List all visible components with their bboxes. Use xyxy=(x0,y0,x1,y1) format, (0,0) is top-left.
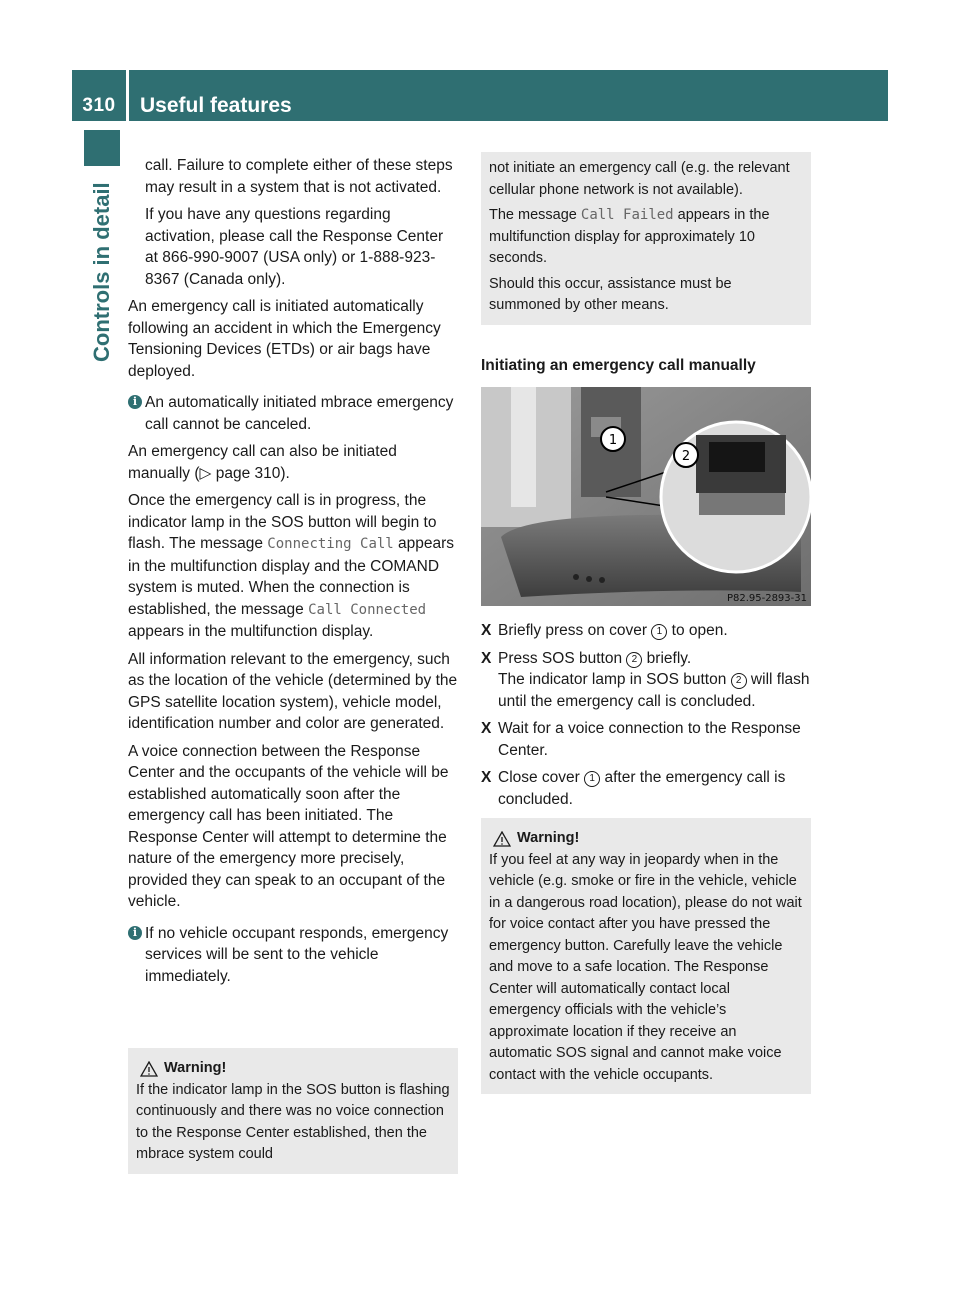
callout-1: 1 xyxy=(608,433,618,448)
warning-triangle-icon xyxy=(140,1061,158,1077)
warning-text: If the indicator lamp in the SOS button is flashing continuously and there was no voice connection to the Response Center established, then the mbrace system could xyxy=(136,1081,450,1162)
callout-ref: 2 xyxy=(731,673,747,689)
paragraph: All information relevant to the emergency, such as the location of the vehicle (determined by the GPS satellite location system), vehicle model, identification number and color are generated. xyxy=(128,650,458,732)
header-divider xyxy=(126,70,129,121)
info-note xyxy=(128,392,460,435)
warning-box xyxy=(481,818,811,1094)
info-note xyxy=(128,923,460,988)
warning-text: not initiate an emergency call (e.g. the relevant cellular phone network is not available). xyxy=(489,160,790,198)
vehicle-overhead-figure xyxy=(481,387,811,606)
display-message: Connecting Call xyxy=(267,536,394,552)
warning-text: Should this occur, assistance must be summoned by other means. xyxy=(489,275,732,313)
step-arrow-icon: X xyxy=(481,649,492,667)
step-arrow-icon: X xyxy=(481,720,492,737)
warning-box-continued xyxy=(481,152,811,325)
left-column xyxy=(128,155,460,993)
warning-text: The message Call Failed appears in the multifunction display for approximately 10 seconds. xyxy=(489,207,770,266)
info-icon: i xyxy=(128,926,142,940)
steps-list xyxy=(481,620,813,816)
step-item: X Wait for a voice connection to the Response Center. xyxy=(481,720,801,759)
step-item: X Press SOS button 2 briefly. The indicator lamp in SOS button 2 will flash until the emergency call is concluded. xyxy=(481,649,810,710)
step-item: X Close cover 1 after the emergency call is concluded. xyxy=(481,769,786,808)
paragraph: If you have any questions regarding activation, please call the Response Center at 866-990-9007 (USA only) or 1-888-923-8367 (Canada only). xyxy=(145,206,444,288)
side-tab-label: Controls in detail xyxy=(89,182,114,362)
info-icon: i xyxy=(128,395,142,409)
paragraph: An emergency call can also be initiated manually (▷ page 310). xyxy=(128,443,397,482)
page-number: 310 xyxy=(82,95,116,116)
paragraph: A voice connection between the Response Center and the occupants of the vehicle will be established automatically soon after the emergency call has been initiated. The Response Center will attempt to determine the nature of the emergency more precisely, provided they can speak to an occupant of the vehicle. xyxy=(128,742,449,910)
warning-box xyxy=(128,1048,458,1174)
step-item: X Briefly press on cover 1 to open. xyxy=(481,620,813,642)
subheading: Initiating an emergency call manually xyxy=(481,357,756,374)
paragraph: Once the emergency call is in progress, the indicator lamp in the SOS button will begin to flash. The message Connecting Call appears in the multifunction display and the COMAND system is muted. When the connection is established, the message Call Connected appears in the multifunction display. xyxy=(128,492,455,640)
warning-text: If you feel at any way in jeopardy when in the vehicle (e.g. smoke or fire in the vehicle, vehicle in a dangerous road location), please do not wait for voice contact after you have pressed the emergency button. Carefully leave the vehicle and move to a safe location. The Response Center will automatically contact local emergency officials with the vehicle’s approximate location if they receive an automatic SOS signal and cannot make voice contact with the vehicle occupants. xyxy=(489,851,802,1083)
warning-heading: Warning! xyxy=(140,1058,450,1080)
warning-heading: Warning! xyxy=(493,828,803,850)
callout-2: 2 xyxy=(681,449,691,464)
callout-ref: 2 xyxy=(626,652,642,668)
section-title: Useful features xyxy=(140,94,292,117)
side-tab xyxy=(84,130,120,1190)
step-arrow-icon: X xyxy=(481,622,492,639)
paragraph: An emergency call is initiated automatically following an accident in which the Emergency Tensioning Devices (ETDs) or air bags have deployed. xyxy=(128,298,441,380)
paragraph: call. Failure to complete either of these steps may result in a system that is not activated. xyxy=(145,157,453,196)
step-arrow-icon: X xyxy=(481,769,492,786)
callout-ref: 1 xyxy=(584,771,600,787)
warning-triangle-icon xyxy=(493,831,511,847)
side-tab-marker xyxy=(84,130,120,166)
display-message: Call Failed xyxy=(580,207,674,223)
display-message: Call Connected xyxy=(308,601,427,618)
info-text: If no vehicle occupant responds, emergency services will be sent to the vehicle immediately. xyxy=(145,924,449,985)
info-text: An automatically initiated mbrace emergency call cannot be canceled. xyxy=(145,394,454,433)
callout-ref: 1 xyxy=(651,624,667,640)
figure-code: P82.95-2893-31 xyxy=(726,593,807,604)
